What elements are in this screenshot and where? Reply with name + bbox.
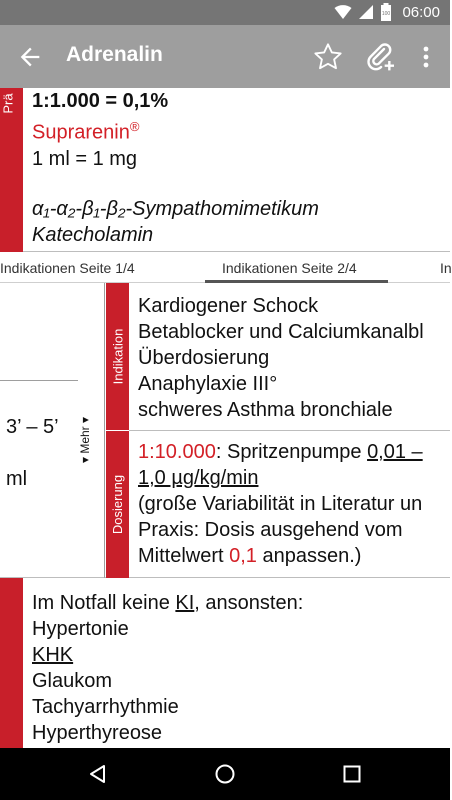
indication-side-label: Indikation xyxy=(106,283,129,430)
app-bar xyxy=(0,25,450,88)
indication-tabs xyxy=(0,253,450,283)
status-bar xyxy=(0,0,450,25)
nav-back-icon[interactable] xyxy=(86,762,110,786)
list-item: Überdosierung xyxy=(138,347,270,369)
list-item: Hypertonie xyxy=(32,618,129,640)
left-divider xyxy=(0,380,78,381)
vertical-separator xyxy=(104,283,105,578)
list-item: Betablocker und Calciumkanalbl xyxy=(138,321,424,343)
list-item: Tachyarrhythmie xyxy=(32,696,179,718)
list-item: schweres Asthma bronchiale xyxy=(138,399,393,421)
wifi-icon xyxy=(334,4,352,20)
dosage-text xyxy=(138,439,423,569)
more-toggle[interactable]: ▾ Mehr ▾ xyxy=(78,416,93,464)
preparation-text xyxy=(32,88,319,248)
brand-line xyxy=(32,114,319,146)
dosage-line: (große Variabilität in Literatur un xyxy=(138,493,423,515)
dose-range-end: 1,0 µg/kg/min xyxy=(138,467,259,489)
attach-add-icon[interactable] xyxy=(364,41,396,73)
page-title: Adrenalin xyxy=(66,43,163,66)
dosage-line: Praxis: Dosis ausgehend vom xyxy=(138,519,403,541)
preparation-section xyxy=(0,88,450,252)
back-arrow-icon[interactable] xyxy=(16,43,44,71)
dilution-ratio: 1:10.000 xyxy=(138,441,216,463)
drug-class-1: α₁-α₂-β₁-β₂-Sympathomimetikum xyxy=(32,197,319,220)
drug-content[interactable] xyxy=(0,88,450,748)
left-time: 3’ – 5’ xyxy=(6,416,59,438)
contraindication-section xyxy=(0,578,450,748)
dose-equivalence: 1 ml = 1 mg xyxy=(32,147,138,170)
status-icons xyxy=(334,3,440,21)
navigation-bar xyxy=(0,748,450,800)
list-item: Kardiogener Schock xyxy=(138,295,319,317)
status-time: 06:00 xyxy=(402,3,440,21)
dosage-line: Mittelwert 0,1 anpassen.) xyxy=(138,545,362,567)
signal-icon xyxy=(358,4,374,20)
contraindication-intro: Im Notfall keine KI, ansonsten: xyxy=(32,592,304,614)
left-unit: ml xyxy=(6,468,28,490)
more-vert-icon[interactable] xyxy=(414,41,438,73)
brand-name: Suprarenin xyxy=(32,121,130,144)
inner-divider xyxy=(129,430,450,431)
dosage-line: 1:10.000: Spritzenpumpe 0,01 – xyxy=(138,441,423,463)
tab-indications-1[interactable]: Indikationen Seite 1/4 xyxy=(0,260,135,276)
concentration: 1:1.000 = 0,1% xyxy=(32,90,169,112)
contraindication-side-label xyxy=(0,578,23,748)
nav-home-icon[interactable] xyxy=(213,762,237,786)
star-icon[interactable] xyxy=(312,41,344,73)
list-item-link[interactable]: KHK xyxy=(32,644,74,666)
registered-mark: ® xyxy=(129,119,140,134)
preparation-side-label: Prä xyxy=(0,88,23,252)
dose-range-start: 0,01 – xyxy=(367,441,423,463)
tab-indications-3[interactable]: In xyxy=(440,260,452,276)
indication-section xyxy=(0,283,450,578)
list-item: Anaphylaxie III° xyxy=(138,373,278,395)
list-item: Glaukom xyxy=(32,670,113,692)
tab-indications-2[interactable]: Indikationen Seite 2/4 xyxy=(222,260,357,276)
ki-link[interactable]: KI xyxy=(175,592,195,614)
dosage-side-label: Dosierung xyxy=(106,431,129,578)
list-item: Hyperthyreose xyxy=(32,722,163,744)
battery-icon xyxy=(380,3,392,21)
dosage-line xyxy=(138,465,423,491)
previous-page-panel xyxy=(0,283,80,578)
contraindication-list xyxy=(32,590,303,746)
indication-list xyxy=(138,293,424,423)
svg-text:100: 100 xyxy=(382,11,391,17)
drug-class-2: Katecholamin xyxy=(32,223,154,246)
nav-recents-icon[interactable] xyxy=(340,762,364,786)
mean-value: 0,1 xyxy=(229,545,257,567)
